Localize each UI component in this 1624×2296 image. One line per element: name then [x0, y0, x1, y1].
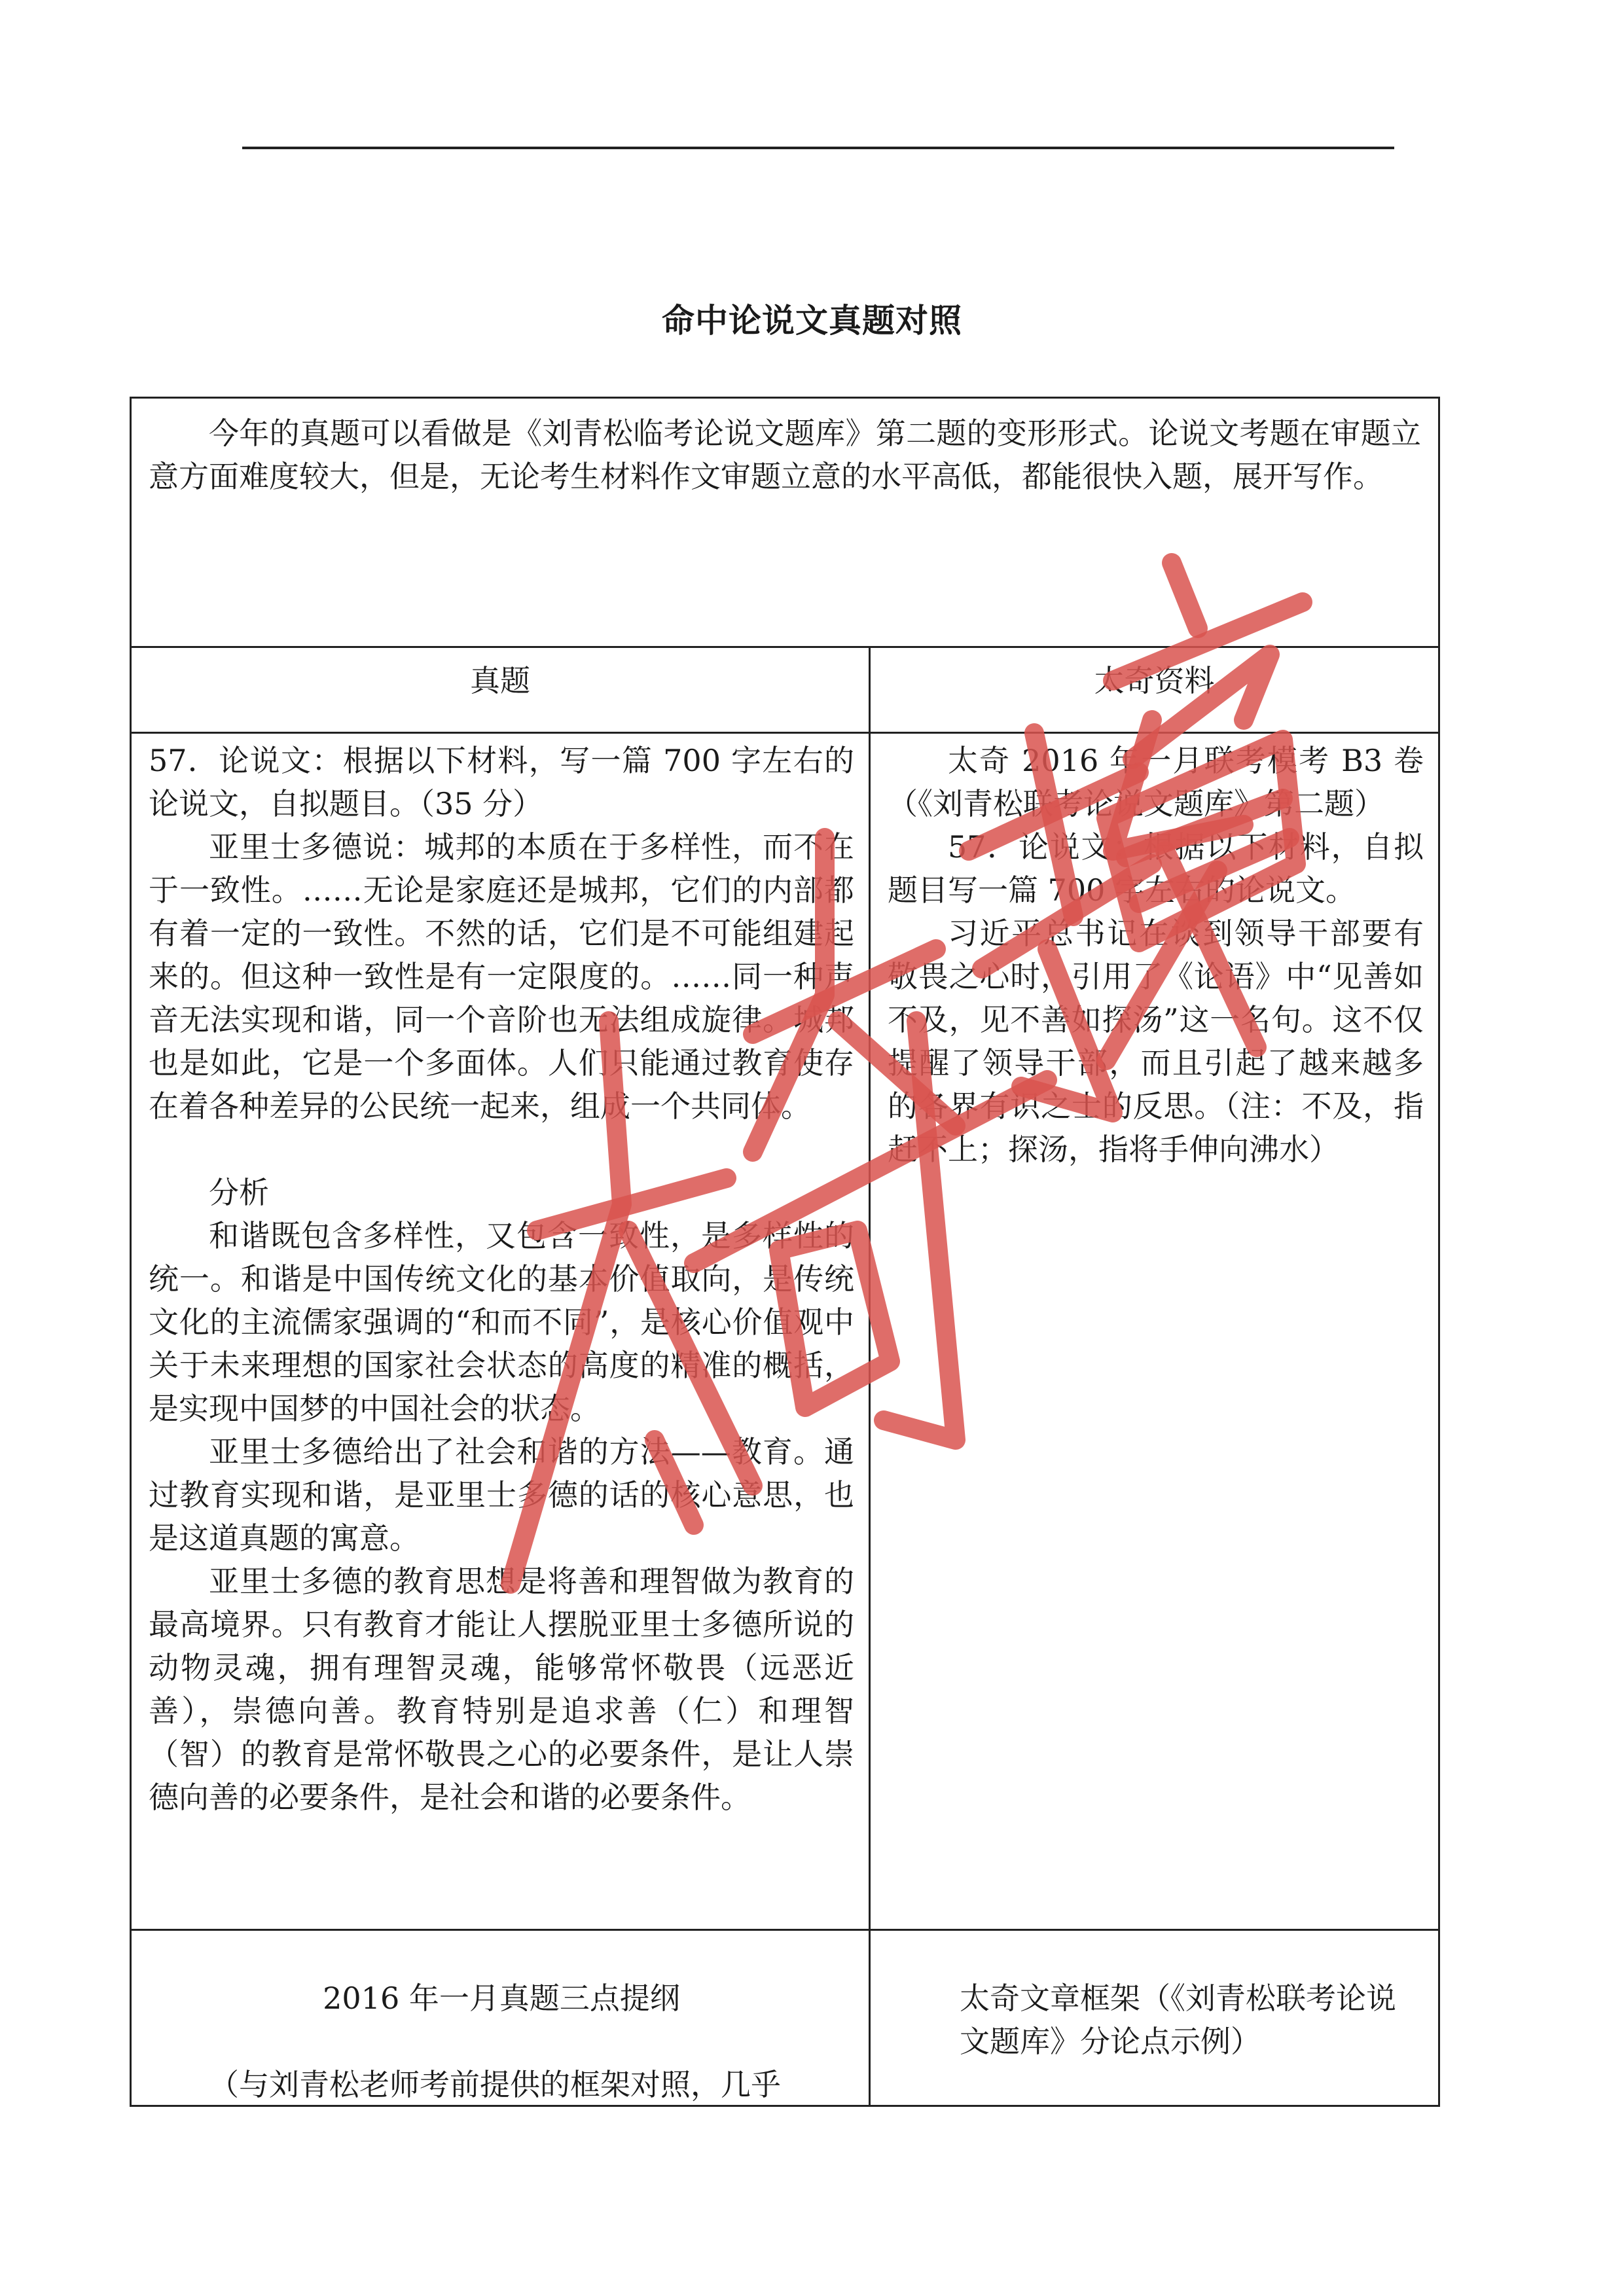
analysis-paragraph-1: 和谐既包含多样性，又包含一致性，是多样性的统一。和谐是中国传统文化的基本价值取向，是传统文化的主流儒家强调的“和而不同”，是核心价值观中关于未来理想的国家社会状态的高度的精准的概括，是实现中国梦的中国社会的状态。: [149, 1218, 854, 1426]
outline-note: （与刘青松老师考前提供的框架对照，几乎: [209, 2067, 781, 2102]
framework-cell: [869, 1929, 1440, 2107]
analysis-paragraph-2: 亚里士多德给出了社会和谐的方法——教育。通过教育实现和谐，是亚里士多德的话的核心意思，也是这道真题的寓意。: [149, 1434, 854, 1556]
real-exam-cell: [130, 732, 871, 1931]
column-header-real-exam: 真题: [130, 646, 871, 734]
page-title: 命中论说文真题对照: [662, 302, 962, 340]
analysis-paragraph-3: 亚里士多德的教育思想是将善和理智做为教育的最高境界。只有教育才能让人摆脱亚里士多德所说的动物灵魂，拥有理智灵魂，能够常怀敬畏（远恶近善），崇德向善。教育特别是追求善（仁）和理智（智）的教育是常怀敬畏之心的必要条件，是让人崇德向善的必要条件，是社会和谐的必要条件。: [149, 1564, 854, 1815]
analysis-heading: 分析: [209, 1175, 269, 1210]
taiqi-material: 习近平总书记在谈到领导干部要有敬畏之心时，引用了《论语》中“见善如不及，见不善如探汤”这一名句。这不仅提醒了领导干部，而且引起了越来越多的各界有识之士的反思。（注：不及，指赶不上；探汤，指将手伸向沸水）: [888, 916, 1424, 1167]
framework-title: 太奇文章框架（《刘青松联考论说文题库》分论点示例）: [960, 1981, 1396, 2059]
real-exam-material: 亚里士多德说：城邦的本质在于多样性，而不在于一致性。……无论是家庭还是城邦，它们的内部都有着一定的一致性。不然的话，它们是不可能组建起来的。但这种一致性是有一定限度的。……同一种声音无法实现和谐，同一个音阶也无法组成旋律。城邦也是如此，它是一个多面体。人们只能通过教育使存在着各种差异的公民统一起来，组成一个共同体。: [149, 829, 854, 1124]
spacer: [149, 1128, 854, 1171]
column-header-taiqi-material: 太奇资料: [869, 646, 1440, 734]
taiqi-question: 57．论说文：根据以下材料，自拟题目写一篇 700 字左右的论说文。: [888, 829, 1424, 908]
intro-box: [130, 397, 1440, 648]
outline-cell: [130, 1929, 871, 2107]
real-exam-question: 57．论说文：根据以下材料，写一篇 700 字左右的论说文，自拟题目。（35 分）: [149, 743, 854, 821]
taiqi-material-cell: [869, 732, 1440, 1931]
header-rule: [242, 147, 1394, 149]
intro-text: 今年的真题可以看做是《刘青松临考论说文题库》第二题的变形形式。论说文考题在审题立意方面难度较大，但是，无论考生材料作文审题立意的水平高低，都能很快入题，展开写作。: [149, 416, 1421, 494]
taiqi-source: 太奇 2016 年一月联考模考 B3 卷（《刘青松联考论说文题库》第二题）: [888, 743, 1424, 821]
outline-title: 2016 年一月真题三点提纲: [323, 1981, 680, 2016]
